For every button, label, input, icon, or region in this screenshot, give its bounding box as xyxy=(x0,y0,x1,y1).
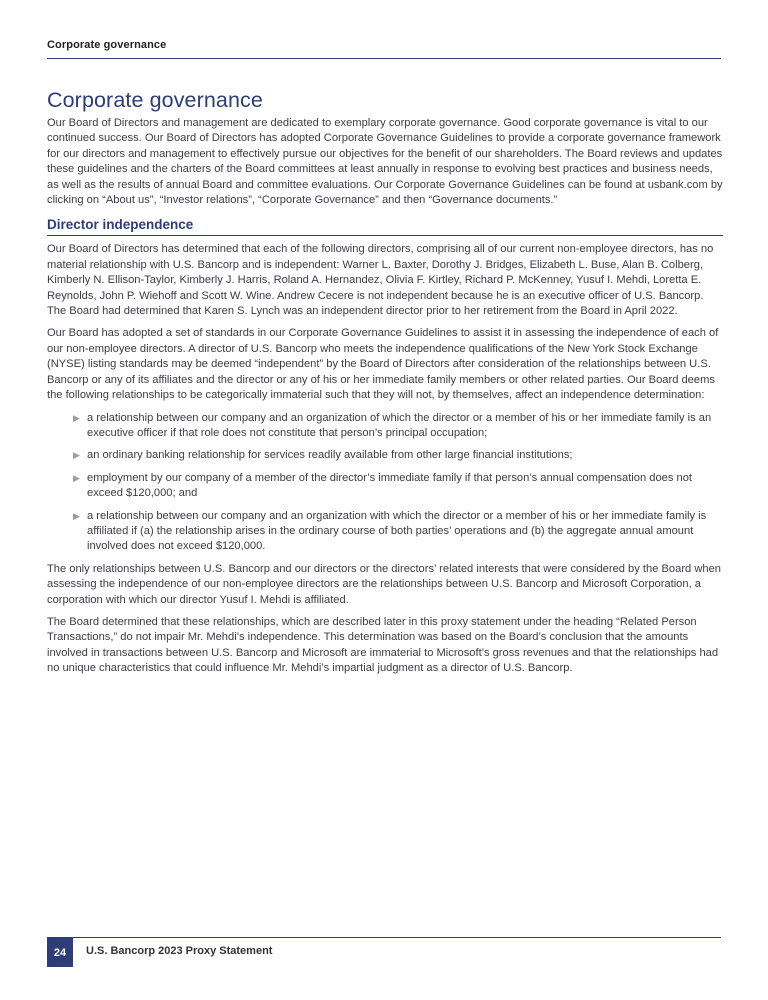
list-item-text: a relationship between our company and an organization with which the director or a member of his or her immediate family is affiliated if (a) the relationship arises in the ordinary course of both parties’ operations and (b) the aggregate annual amount involved does not exceed $120,000. xyxy=(87,509,707,553)
paragraph: The Board determined that these relationships, which are described later in this proxy statement under the heading “Related Person Transactions,” do not impair Mr. Mehdi’s independence. This determination was based on the Board’s conclusion that the amounts involved in transactions between U.S. Bancorp and Microsoft are immaterial to Microsoft’s gross revenues and that the relationships had no unique characteristics that could influence Mr. Mehdi’s impartial judgment as a director of U.S. Bancorp. xyxy=(47,615,719,675)
list-item xyxy=(73,471,723,502)
triangle-bullet-icon: ▶ xyxy=(73,472,80,483)
page-footer xyxy=(47,937,721,959)
list-item-text: an ordinary banking relationship for services readily available from other large financial institutions; xyxy=(87,449,573,462)
list-item-text: employment by our company of a member of the director’s immediate family if that person’s annual compensation does not exceed $120,000; and xyxy=(87,471,692,500)
page-header xyxy=(47,35,721,59)
criteria-list xyxy=(47,411,723,555)
list-item xyxy=(73,411,723,442)
paragraph: The only relationships between U.S. Bancorp and our directors or the directors’ related interests that were considered by the Board when assessing the independence of our non-employee directors are the relationships between U.S. Bancorp and Microsoft Corporation, a corporation with which our director Yusuf I. Mehdi is affiliated. xyxy=(47,562,721,606)
page-title: Corporate governance xyxy=(47,88,263,112)
list-item xyxy=(73,509,723,555)
document-title: U.S. Bancorp 2023 Proxy Statement xyxy=(86,945,273,957)
triangle-bullet-icon: ▶ xyxy=(73,412,80,423)
section-label: Corporate governance xyxy=(47,39,167,51)
paragraph: Our Board has adopted a set of standards in our Corporate Governance Guidelines to assist it in assessing the independence of each of our non-employee directors. A director of U.S. Bancorp who meets the independence qualifications of the New York Stock Exchange (NYSE) listing standards may be deemed “independent” by the Board of Directors after consideration of the relationships between U.S. Bancorp or any of its affiliates and the director or any of his or her immediate family members or other related parties. Our Board deems the following relationships to be categorically immaterial such that they will not, by themselves, affect an independence determination: xyxy=(47,327,719,402)
intro-paragraph: Our Board of Directors and management are dedicated to exemplary corporate governance. Good corporate governance is vital to our continued success. Our Board of Directors has adopted Corporate Governance Guidelines to provide a corporate governance framework for our directors and management to effectively pursue our objectives for the benefit of our shareholders. The Board reviews and updates these guidelines and the charters of the Board committees at least annually in response to evolving best practices and business needs, as well as the results of annual Board and committee evaluations. Our Corporate Governance Guidelines can be found at usbank.com by clicking on “About us”, “Investor relations”, “Corporate Governance” and then “Governance documents.” xyxy=(47,117,723,207)
triangle-bullet-icon: ▶ xyxy=(73,450,80,461)
list-item xyxy=(73,448,723,463)
paragraph: Our Board of Directors has determined that each of the following directors, comprising all of our current non-employee directors, has no material relationship with U.S. Bancorp and is independent: Warner L. Baxter, Dorothy J. Bridges, Elizabeth L. Buse, Alan B. Colberg, Kimberly N. Ellison-Taylor, Kimberly J. Harris, Roland A. Hernandez, Olivia F. Kirtley, Richard P. McKenney, Yusuf I. Mehdi, Loretta E. Reynolds, John P. Wiehoff and Scott W. Wine. Andrew Cecere is not independent because he is an executive officer of U.S. Bancorp. The Board had determined that Karen S. Lynch was an independent director prior to her retirement from the Board in April 2022. xyxy=(47,243,714,318)
page-number: 24 xyxy=(47,938,73,967)
main-content xyxy=(47,88,723,684)
list-item-text: a relationship between our company and an organization of which the director or a member of his or her immediate family is an executive officer if that role does not constitute that person’s principal occupation; xyxy=(87,411,712,439)
section-heading: Director independence xyxy=(47,217,723,236)
triangle-bullet-icon: ▶ xyxy=(73,510,80,521)
